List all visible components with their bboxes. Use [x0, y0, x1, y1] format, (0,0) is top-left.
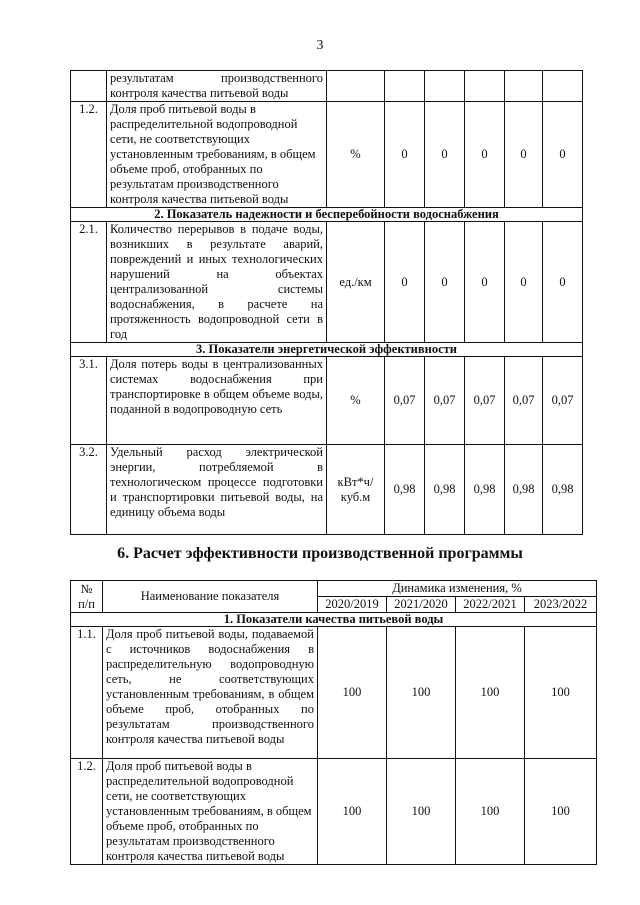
value-cell: 100 — [456, 759, 525, 865]
row-text: Доля проб питьевой воды, подаваемой с источников водоснабжения в распределительную водопроводную сеть, не соответствующих установленным требованиям, в общем объеме проб, отобранных по результатам производственного контроля качества питьевой воды — [103, 627, 318, 759]
table-row — [71, 222, 583, 343]
section-title: 1. Показатели качества питьевой воды — [71, 613, 597, 627]
value-cell: 100 — [318, 627, 387, 759]
year-header: 2021/2020 — [387, 597, 456, 613]
value-cell: 0 — [425, 102, 465, 208]
row-text: Удельный расход электрической энергии, потребляемой в технологическом процессе подготовки и транспортировки питьевой воды, на единицу объема воды — [107, 445, 327, 535]
column-header-number: № п/п — [71, 581, 103, 613]
value-cell: 0,07 — [505, 357, 543, 445]
row-text: Доля потерь воды в централизованных системах водоснабжения при транспортировке в общем объеме воды, поданной в водопроводную сеть — [107, 357, 327, 445]
header-row — [71, 581, 597, 597]
section-row — [71, 343, 583, 357]
year-header: 2022/2021 — [456, 597, 525, 613]
value-cell: 0 — [465, 102, 505, 208]
value-cell: 0 — [543, 222, 583, 343]
table-row — [71, 627, 597, 759]
unit-cell: % — [327, 102, 385, 208]
value-cell: 0,98 — [543, 445, 583, 535]
value-cell: 0,98 — [505, 445, 543, 535]
value-cell: 0,98 — [385, 445, 425, 535]
value-cell: 0,98 — [425, 445, 465, 535]
table-row — [71, 357, 583, 445]
efficiency-table — [70, 580, 597, 865]
value-cell: 0,07 — [543, 357, 583, 445]
year-header: 2020/2019 — [318, 597, 387, 613]
value-cell: 0,07 — [465, 357, 505, 445]
table-row — [71, 445, 583, 535]
value-cell: 0,98 — [465, 445, 505, 535]
column-header-name: Наименование показателя — [103, 581, 318, 613]
unit-cell: кВт*ч/ куб.м — [327, 445, 385, 535]
row-number: 1.1. — [71, 627, 103, 759]
table-row — [71, 759, 597, 865]
value-cell: 0 — [385, 222, 425, 343]
value-cell: 0 — [543, 102, 583, 208]
table-row — [71, 102, 583, 208]
value-cell: 100 — [525, 627, 597, 759]
row-text: Доля проб питьевой воды в распределительной водопроводной сети, не соответствующих установленным требованиям, в общем объеме проб, отобранных по результатам производственного контроля качества питьевой воды — [107, 102, 327, 208]
value-cell: 100 — [456, 627, 525, 759]
value-cell: 100 — [525, 759, 597, 865]
unit-cell: % — [327, 357, 385, 445]
value-cell: 0 — [385, 102, 425, 208]
section-title: 2. Показатель надежности и бесперебойности водоснабжения — [71, 208, 583, 222]
section-row — [71, 613, 597, 627]
section-row — [71, 208, 583, 222]
value-cell: 100 — [387, 627, 456, 759]
column-header-dynamics: Динамика изменения, % — [318, 581, 597, 597]
row-number: 2.1. — [71, 222, 107, 343]
value-cell: 100 — [318, 759, 387, 865]
page-number: 3 — [316, 38, 324, 53]
row-number: 1.2. — [71, 102, 107, 208]
value-cell: 0 — [465, 222, 505, 343]
row-text: Количество перерывов в подаче воды, возникших в результате аварий, повреждений и иных технологических нарушений на объектах централизованной системы водоснабжения, в расчете на протяженность водопроводной сети в год — [107, 222, 327, 343]
row-number: 3.1. — [71, 357, 107, 445]
indicators-table-continued — [70, 70, 583, 535]
table-row — [71, 71, 583, 102]
value-cell: 0 — [505, 102, 543, 208]
row-text: результатам производственного контроля качества питьевой воды — [107, 71, 327, 102]
value-cell: 0,07 — [385, 357, 425, 445]
row-number: 3.2. — [71, 445, 107, 535]
value-cell: 0 — [425, 222, 465, 343]
row-number: 1.2. — [71, 759, 103, 865]
row-text: Доля проб питьевой воды в распределительной водопроводной сети, не соответствующих установленным требованиям, в общем объеме проб, отобранных по результатам производственного контроля качества питьевой воды — [103, 759, 318, 865]
section-heading: 6. Расчет эффективности производственной программы — [117, 545, 523, 562]
value-cell: 100 — [387, 759, 456, 865]
unit-cell: ед./км — [327, 222, 385, 343]
value-cell: 0 — [505, 222, 543, 343]
section-title: 3. Показатели энергетической эффективности — [71, 343, 583, 357]
value-cell: 0,07 — [425, 357, 465, 445]
year-header: 2023/2022 — [525, 597, 597, 613]
